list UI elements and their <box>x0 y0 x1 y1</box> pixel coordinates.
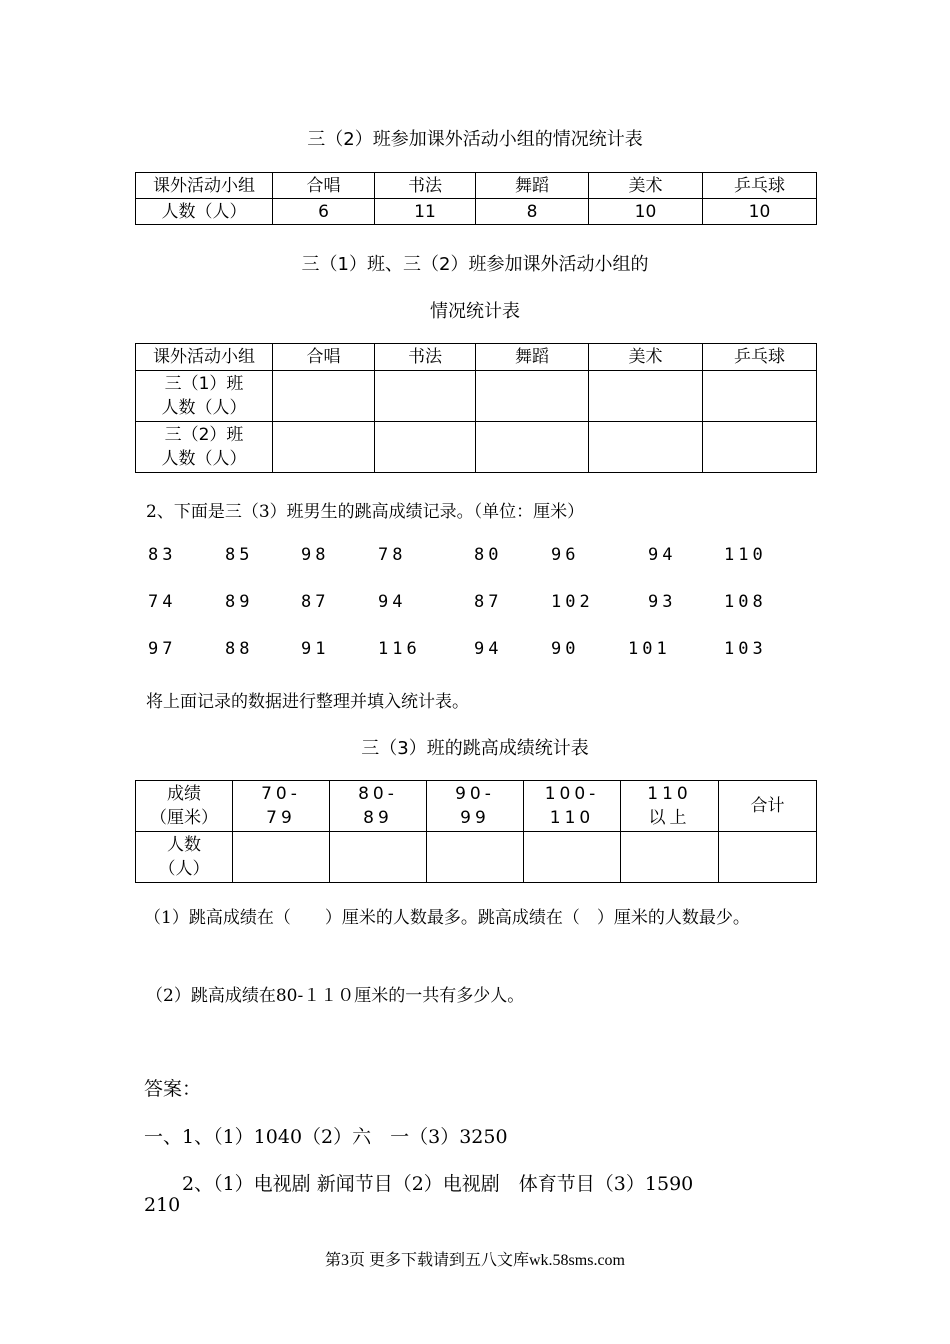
table1-value-art: 10 <box>589 199 703 225</box>
data-value: 94 <box>378 592 407 612</box>
data-value: 93 <box>648 592 677 612</box>
table3-header-range-100 <box>524 781 621 832</box>
table2-header-group: 课外活动小组 <box>136 344 273 371</box>
table2-row2-cell-calligraphy[interactable] <box>375 422 476 473</box>
table2-row2-cell-choir[interactable] <box>273 422 375 473</box>
table3-cell-100[interactable] <box>524 832 621 883</box>
range-end: 以上 <box>648 808 691 828</box>
data-value: 83 <box>148 545 177 565</box>
table1-value-pingpong: 10 <box>703 199 817 225</box>
range-start: 70- <box>261 784 301 804</box>
table2-row2-label-b: 人数（人） <box>161 449 247 469</box>
table1-value-calligraphy: 11 <box>375 199 476 225</box>
q2-intro: 2、下面是三（3）班男生的跳高成绩记录。（单位：厘米） <box>146 502 585 522</box>
data-value: 87 <box>301 592 330 612</box>
table2-row1-label <box>136 371 273 422</box>
data-value: 97 <box>148 639 177 659</box>
table2-row1-cell-calligraphy[interactable] <box>375 371 476 422</box>
range-end: 79 <box>266 808 296 828</box>
data-value: 90 <box>551 639 580 659</box>
data-value: 102 <box>551 592 594 612</box>
page-footer: 第3页 更多下载请到五八文库wk.58sms.com <box>324 1252 625 1269</box>
data-value: 101 <box>628 639 671 659</box>
table2-row1-label-b: 人数（人） <box>161 398 247 418</box>
table2-row2-cell-art[interactable] <box>589 422 703 473</box>
table2-row1-cell-dance[interactable] <box>476 371 589 422</box>
table3-row-label-a: 人数 <box>167 835 201 855</box>
table2-header-dance: 舞蹈 <box>476 344 589 371</box>
data-value: 103 <box>724 639 767 659</box>
answers-line-2: 2、（1）电视剧 新闻节目（2）电视剧 体育节目（3）1590 <box>144 1173 694 1195</box>
table3-cell-total[interactable] <box>719 832 817 883</box>
range-end: 99 <box>460 808 490 828</box>
table3-row-label <box>136 832 233 883</box>
data-value: 108 <box>724 592 767 612</box>
table2 <box>135 343 817 473</box>
table2-row2-label <box>136 422 273 473</box>
table2-row2-cell-pingpong[interactable] <box>703 422 817 473</box>
table1-value-choir: 6 <box>273 199 375 225</box>
table1-header-pingpong: 乒乓球 <box>703 173 817 199</box>
data-value: 98 <box>301 545 330 565</box>
range-start: 80- <box>358 784 398 804</box>
table2-header-pingpong: 乒乓球 <box>703 344 817 371</box>
q2-instruction: 将上面记录的数据进行整理并填入统计表。 <box>146 692 469 712</box>
table1-row-label: 人数（人） <box>136 199 273 225</box>
table2-row2-label-a: 三（2）班 <box>164 425 244 445</box>
table1-header-group: 课外活动小组 <box>136 173 273 199</box>
table1-value-dance: 8 <box>476 199 589 225</box>
answers-line-1: 一、1、（1）1040（2）六 一（3）3250 <box>144 1126 508 1148</box>
table3-cell-70[interactable] <box>233 832 330 883</box>
data-value: 80 <box>474 545 503 565</box>
table1-title: 三（2）班参加课外活动小组的情况统计表 <box>307 129 643 150</box>
table2-row1-cell-pingpong[interactable] <box>703 371 817 422</box>
table3-header-total: 合计 <box>719 781 817 832</box>
data-value: 116 <box>378 639 421 659</box>
table2-header-art: 美术 <box>589 344 703 371</box>
table2-header-choir: 合唱 <box>273 344 375 371</box>
data-value: 74 <box>148 592 177 612</box>
table2-row1-cell-choir[interactable] <box>273 371 375 422</box>
answers-line-3: 210 <box>144 1194 181 1216</box>
table3-header-score <box>136 781 233 832</box>
table2-row1-cell-art[interactable] <box>589 371 703 422</box>
range-start: 110 <box>647 784 692 804</box>
table3-cell-80[interactable] <box>330 832 427 883</box>
table2-row2-cell-dance[interactable] <box>476 422 589 473</box>
table1-header-choir: 合唱 <box>273 173 375 199</box>
table3-row-label-b: （人） <box>158 859 210 879</box>
table1 <box>135 172 817 225</box>
table3-header-score-a: 成绩 <box>167 784 201 804</box>
table3-header-range-80 <box>330 781 427 832</box>
data-value: 88 <box>225 639 254 659</box>
table2-title-line1: 三（1）班、三（2）班参加课外活动小组的 <box>301 254 649 275</box>
answers-heading: 答案： <box>144 1078 202 1100</box>
table2-title-line2: 情况统计表 <box>430 301 520 322</box>
range-start: 90- <box>455 784 495 804</box>
data-value: 110 <box>724 545 767 565</box>
range-start: 100- <box>544 784 600 804</box>
question-1: （1）跳高成绩在（ ）厘米的人数最多。跳高成绩在（ ）厘米的人数最少。 <box>144 908 750 928</box>
range-end: 89 <box>363 808 393 828</box>
range-end: 110 <box>549 808 595 828</box>
table3-cell-110[interactable] <box>621 832 719 883</box>
table3 <box>135 780 817 883</box>
data-value: 89 <box>225 592 254 612</box>
data-value: 85 <box>225 545 254 565</box>
data-value: 96 <box>551 545 580 565</box>
table1-header-art: 美术 <box>589 173 703 199</box>
table1-header-calligraphy: 书法 <box>375 173 476 199</box>
table2-header-calligraphy: 书法 <box>375 344 476 371</box>
data-value: 78 <box>378 545 407 565</box>
data-value: 87 <box>474 592 503 612</box>
table2-row1-label-a: 三（1）班 <box>164 374 244 394</box>
data-value: 94 <box>648 545 677 565</box>
data-value: 91 <box>301 639 330 659</box>
table3-title: 三（3）班的跳高成绩统计表 <box>361 738 589 759</box>
question-2: （2）跳高成绩在80-１１０厘米的一共有多少人。 <box>146 986 525 1006</box>
table1-header-dance: 舞蹈 <box>476 173 589 199</box>
table3-header-score-b: （厘米） <box>150 808 218 828</box>
data-value: 94 <box>474 639 503 659</box>
table3-header-range-70 <box>233 781 330 832</box>
table3-header-range-110 <box>621 781 719 832</box>
table3-header-range-90 <box>427 781 524 832</box>
table3-cell-90[interactable] <box>427 832 524 883</box>
